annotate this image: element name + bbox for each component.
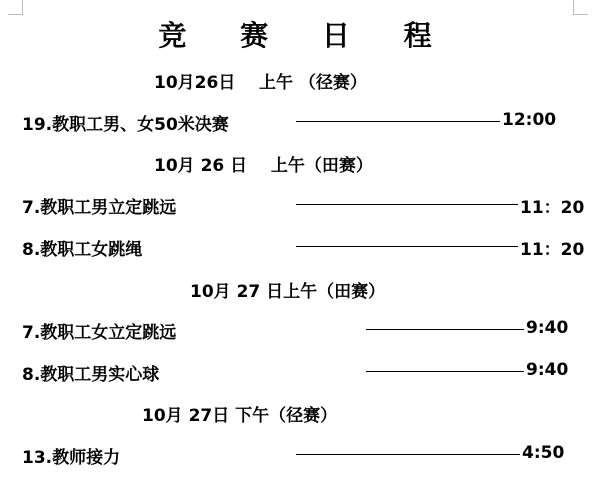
- page-corner-mark: [573, 0, 588, 15]
- leader-line: [296, 246, 518, 247]
- leader-line: [366, 371, 524, 372]
- event-time: 9:40: [526, 318, 569, 338]
- leader-line: [296, 454, 520, 455]
- event-time: 9:40: [526, 360, 569, 380]
- document-title: 竞 赛 日 程: [158, 19, 454, 52]
- leader-line: [296, 204, 518, 205]
- event-name: 13.教师接力: [22, 448, 121, 468]
- event-name: 19.教职工男、女50米决赛: [22, 115, 229, 135]
- page-corner-mark: [8, 0, 23, 15]
- event-time: 12:00: [502, 110, 557, 130]
- event-name: 8.教职工男实心球: [22, 365, 160, 385]
- leader-line: [296, 121, 500, 122]
- leader-line: [366, 329, 524, 330]
- section-heading: 10月 27 日上午（田赛）: [190, 282, 386, 302]
- event-time: 11：20: [520, 240, 585, 260]
- event-name: 7.教职工女立定跳远: [22, 323, 177, 343]
- section-heading: 10月 26 日 上午（田赛）: [154, 156, 373, 176]
- event-time: 11：20: [520, 198, 585, 218]
- event-time: 4:50: [522, 443, 565, 463]
- event-name: 7.教职工男立定跳远: [22, 198, 177, 218]
- section-heading: 10月26日 上午 （径赛）: [154, 73, 367, 93]
- event-name: 8.教职工女跳绳: [22, 240, 143, 260]
- section-heading: 10月 27日 下午（径赛）: [142, 406, 338, 426]
